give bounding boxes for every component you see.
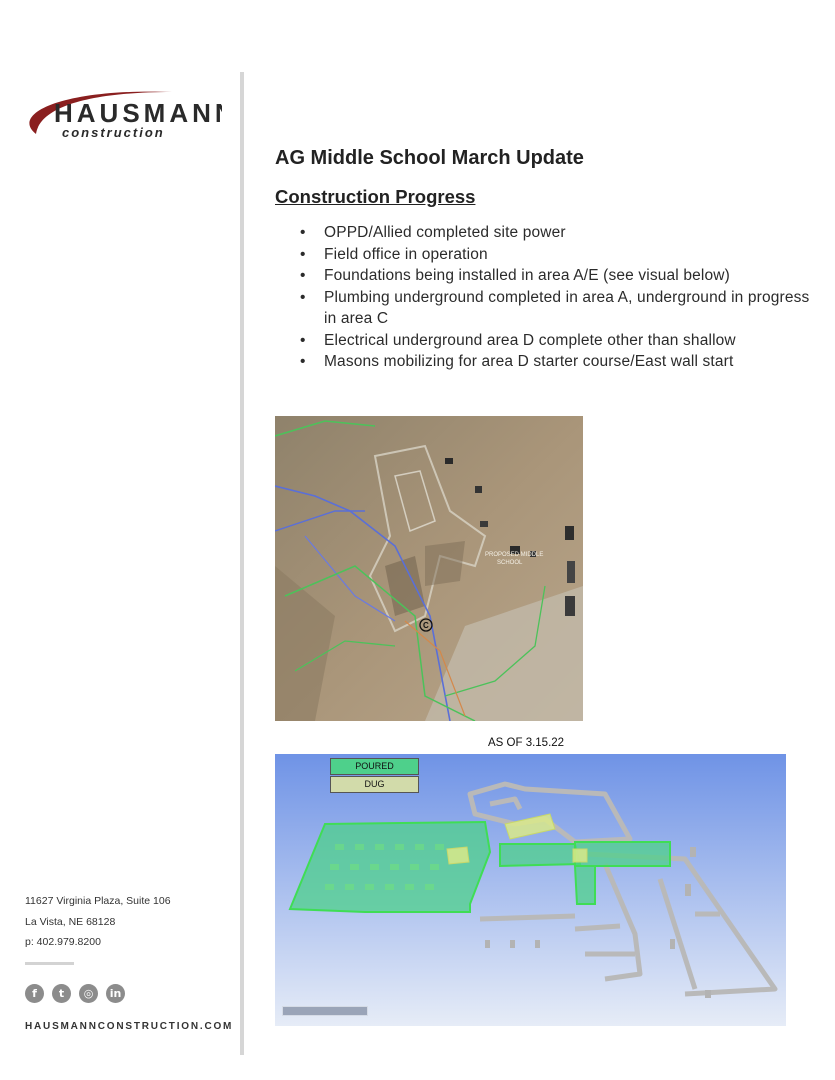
svg-text:PROPOSED MIDDLE: PROPOSED MIDDLE <box>485 552 544 558</box>
company-logo <box>22 84 222 144</box>
svg-text:C: C <box>423 621 429 630</box>
list-item: • Plumbing underground completed in area A, underground in progress in area C <box>300 287 810 330</box>
address-divider <box>25 962 74 965</box>
company-address <box>25 891 171 953</box>
sidebar-divider <box>240 72 244 1055</box>
facebook-icon[interactable]: f <box>25 984 44 1003</box>
legend-dug: DUG <box>330 776 419 793</box>
phone-number: p: 402.979.8200 <box>25 936 101 948</box>
model-caption: AS OF 3.15.22 <box>488 737 565 749</box>
aerial-site-photo <box>275 416 583 721</box>
list-item: • Electrical underground area D complete other than shallow <box>300 330 810 352</box>
social-links <box>25 984 125 1003</box>
address-line-1: 11627 Virginia Plaza, Suite 106 <box>25 895 171 907</box>
linkedin-icon[interactable]: in <box>106 984 125 1003</box>
section-heading: Construction Progress <box>275 186 476 207</box>
twitter-icon[interactable]: t <box>52 984 71 1003</box>
svg-text:SCHOOL: SCHOOL <box>497 560 523 566</box>
list-item: • Masons mobilizing for area D starter course/East wall start <box>300 351 810 373</box>
instagram-icon[interactable]: ◎ <box>79 984 98 1003</box>
progress-list <box>300 222 810 373</box>
foundation-progress-model <box>275 754 786 1026</box>
list-item: • Foundations being installed in area A/E (see visual below) <box>300 265 810 287</box>
svg-text:HAUSMANN: HAUSMANN <box>54 98 222 128</box>
list-item: • Field office in operation <box>300 244 810 266</box>
svg-text:construction: construction <box>62 125 165 140</box>
legend-poured: POURED <box>330 758 419 775</box>
address-line-2: La Vista, NE 68128 <box>25 915 116 928</box>
page-title: AG Middle School March Update <box>275 147 584 169</box>
model-watermark <box>282 1006 368 1016</box>
website-link[interactable]: HAUSMANNCONSTRUCTION.COM <box>25 1021 234 1032</box>
list-item: • OPPD/Allied completed site power <box>300 222 810 244</box>
